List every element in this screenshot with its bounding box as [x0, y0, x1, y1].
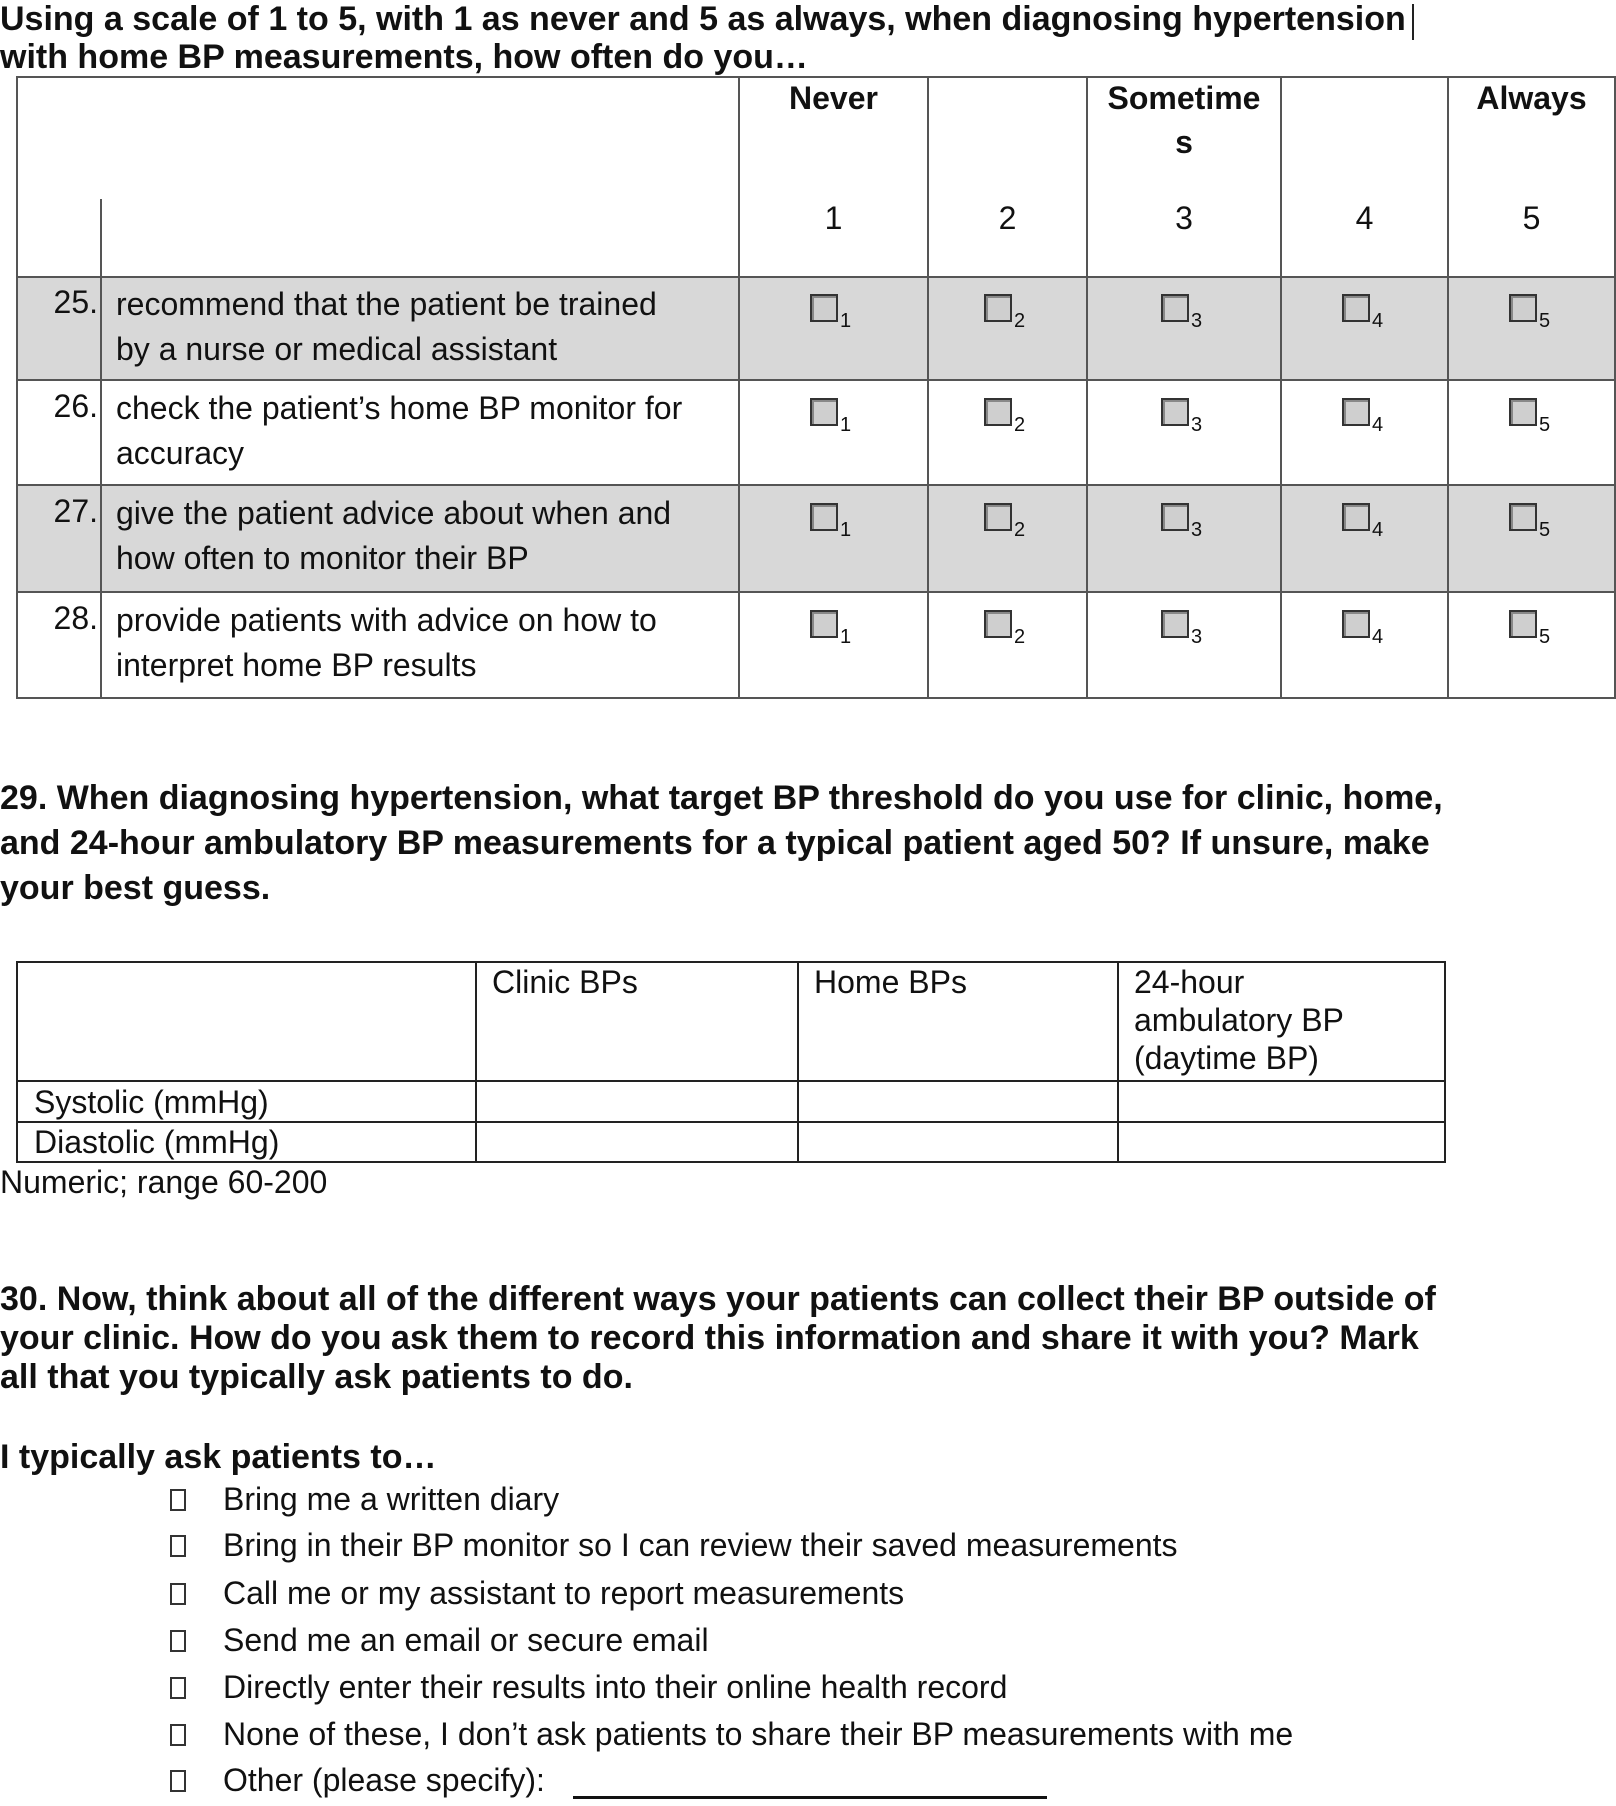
question-text: [116, 282, 736, 372]
option-online-record[interactable]: [170, 1667, 1470, 1713]
option-label: Bring me a written diary: [223, 1481, 560, 1517]
option-checkbox[interactable]: [170, 1724, 186, 1746]
checkbox-28-5[interactable]: [1509, 610, 1537, 638]
question-number: 25.: [53, 284, 98, 320]
checkbox-label: 5: [1539, 414, 1551, 436]
checkbox-label: 1: [840, 310, 852, 332]
diastolic-ambulatory-input[interactable]: [1119, 1123, 1444, 1161]
checkbox-27-4[interactable]: [1342, 503, 1370, 531]
column-header-home: Home BPs: [814, 964, 967, 1000]
question-29-line: your best guess.: [0, 869, 271, 907]
checkbox-label: 2: [1014, 626, 1026, 648]
input-range-note: Numeric; range 60-200: [0, 1164, 328, 1200]
checkbox-26-3[interactable]: [1161, 398, 1189, 426]
checkbox-25-3[interactable]: [1161, 294, 1189, 322]
options-lead-text: I typically ask patients to…: [0, 1438, 437, 1476]
question-30-line: your clinic. How do you ask them to record this information and share it with you? Mark: [0, 1319, 1419, 1357]
likert-row-28: [16, 592, 1616, 697]
scale-instructions-line-2: with home BP measurements, how often do you…: [0, 38, 808, 76]
question-text-line: accuracy: [116, 435, 245, 471]
header-always: Always: [1476, 80, 1587, 116]
scale-instructions-line-1: Using a scale of 1 to 5, with 1 as never and 5 as always, when diagnosing hypertension: [0, 0, 1406, 38]
scale-number-5: 5: [1522, 200, 1541, 236]
option-label: Directly enter their results into their online health record: [223, 1669, 1008, 1705]
scale-number-3: 3: [1175, 200, 1193, 236]
option-bring-monitor[interactable]: [170, 1525, 1470, 1571]
likert-table: [16, 76, 1616, 700]
diastolic-clinic-input[interactable]: [477, 1123, 797, 1161]
question-text-line: give the patient advice about when and: [116, 495, 672, 531]
option-checkbox[interactable]: [170, 1770, 186, 1792]
systolic-home-input[interactable]: [799, 1082, 1117, 1121]
checkbox-28-3[interactable]: [1161, 610, 1189, 638]
option-call[interactable]: [170, 1573, 1470, 1619]
column-header-ambulatory-line: 24-hour: [1134, 964, 1245, 1000]
checkbox-label: 4: [1372, 414, 1384, 436]
checkbox-label: 3: [1191, 519, 1203, 541]
option-label: Bring in their BP monitor so I can review their saved measurements: [223, 1527, 1178, 1563]
checkbox-label: 5: [1539, 519, 1551, 541]
option-other[interactable]: [170, 1760, 1470, 1806]
question-text-line: recommend that the patient be trained: [116, 286, 657, 322]
scale-instructions: [0, 0, 1420, 76]
likert-row-27: [16, 485, 1616, 591]
checkbox-25-5[interactable]: [1509, 294, 1537, 322]
option-label: Call me or my assistant to report measurements: [223, 1575, 905, 1611]
option-written-diary[interactable]: [170, 1479, 1470, 1525]
option-checkbox[interactable]: [170, 1677, 186, 1699]
option-none[interactable]: [170, 1714, 1470, 1760]
question-29-line: 29. When diagnosing hypertension, what target BP threshold do you use for clinic, home,: [0, 779, 1443, 817]
question-29: [0, 776, 1480, 911]
question-30-line: all that you typically ask patients to do.: [0, 1358, 633, 1396]
checkbox-28-1[interactable]: [810, 610, 838, 638]
checkbox-26-4[interactable]: [1342, 398, 1370, 426]
question-number: 26.: [53, 388, 98, 424]
diastolic-home-input[interactable]: [799, 1123, 1117, 1161]
likert-row-25: [16, 276, 1616, 379]
checkbox-25-4[interactable]: [1342, 294, 1370, 322]
scale-number-1: 1: [824, 200, 843, 236]
checkbox-25-1[interactable]: [810, 294, 838, 322]
checkbox-label: 1: [840, 519, 852, 541]
question-text-line: interpret home BP results: [116, 647, 477, 683]
checkbox-26-5[interactable]: [1509, 398, 1537, 426]
question-29-line: and 24-hour ambulatory BP measurements for a typical patient aged 50? If unsure, make: [0, 824, 1430, 862]
option-checkbox[interactable]: [170, 1583, 186, 1605]
header-never: Never: [789, 80, 878, 116]
checkbox-label: 4: [1372, 626, 1384, 648]
grid-line: [16, 961, 18, 1163]
checkbox-label: 1: [840, 626, 852, 648]
checkbox-26-2[interactable]: [984, 398, 1012, 426]
option-checkbox[interactable]: [170, 1489, 186, 1511]
likert-row-26: [16, 380, 1616, 484]
column-header-ambulatory: [1134, 963, 1344, 1077]
question-number: 28.: [53, 600, 98, 636]
question-30: [0, 1280, 1480, 1397]
option-email[interactable]: [170, 1620, 1470, 1666]
checkbox-label: 5: [1539, 626, 1551, 648]
question-text: [116, 491, 736, 581]
checkbox-25-2[interactable]: [984, 294, 1012, 322]
question-text: [116, 386, 736, 476]
checkbox-label: 3: [1191, 310, 1203, 332]
scale-number-2: 2: [998, 200, 1017, 236]
option-label: Other (please specify):: [223, 1762, 545, 1798]
checkbox-label: 5: [1539, 310, 1551, 332]
scale-number-4: 4: [1355, 200, 1374, 236]
checkbox-28-2[interactable]: [984, 610, 1012, 638]
checkbox-label: 3: [1191, 626, 1203, 648]
header-sometimes: [1088, 76, 1280, 164]
grid-line: [1444, 961, 1446, 1163]
bp-threshold-table: [16, 961, 1446, 1164]
row-label-systolic: Systolic (mmHg): [34, 1084, 269, 1120]
checkbox-label: 2: [1014, 310, 1026, 332]
question-text-line: provide patients with advice on how to: [116, 602, 657, 638]
checkbox-27-1[interactable]: [810, 503, 838, 531]
systolic-ambulatory-input[interactable]: [1119, 1082, 1444, 1121]
checkbox-26-1[interactable]: [810, 398, 838, 426]
grid-line: [16, 1161, 1446, 1163]
grid-line: [16, 697, 1616, 699]
checkbox-label: 2: [1014, 414, 1026, 436]
header-sometimes-line-1: Sometime: [1107, 80, 1261, 116]
question-text: [116, 598, 736, 688]
systolic-clinic-input[interactable]: [477, 1082, 797, 1121]
checkbox-27-5[interactable]: [1509, 503, 1537, 531]
option-label: Send me an email or secure email: [223, 1622, 709, 1658]
column-header-ambulatory-line: ambulatory BP: [1134, 1002, 1344, 1038]
question-text-line: check the patient’s home BP monitor for: [116, 390, 683, 426]
option-label: None of these, I don’t ask patients to share their BP measurements with me: [223, 1716, 1294, 1752]
checkbox-label: 1: [840, 414, 852, 436]
header-sometimes-line-2: s: [1175, 124, 1193, 160]
checkbox-label: 4: [1372, 519, 1384, 541]
question-text-line: how often to monitor their BP: [116, 540, 529, 576]
text-cursor: [1412, 4, 1414, 40]
row-label-diastolic: Diastolic (mmHg): [34, 1124, 280, 1160]
checkbox-label: 4: [1372, 310, 1384, 332]
column-header-clinic: Clinic BPs: [492, 964, 638, 1000]
option-checkbox[interactable]: [170, 1535, 186, 1557]
checkbox-label: 3: [1191, 414, 1203, 436]
checkbox-27-2[interactable]: [984, 503, 1012, 531]
question-30-line: 30. Now, think about all of the different ways your patients can collect their BP outside of: [0, 1280, 1436, 1318]
option-checkbox[interactable]: [170, 1630, 186, 1652]
question-number: 27.: [53, 493, 98, 529]
checkbox-27-3[interactable]: [1161, 503, 1189, 531]
question-text-line: by a nurse or medical assistant: [116, 331, 558, 367]
checkbox-28-4[interactable]: [1342, 610, 1370, 638]
other-specify-field[interactable]: [573, 1796, 1047, 1799]
checkbox-label: 2: [1014, 519, 1026, 541]
column-header-ambulatory-line: (daytime BP): [1134, 1040, 1319, 1076]
